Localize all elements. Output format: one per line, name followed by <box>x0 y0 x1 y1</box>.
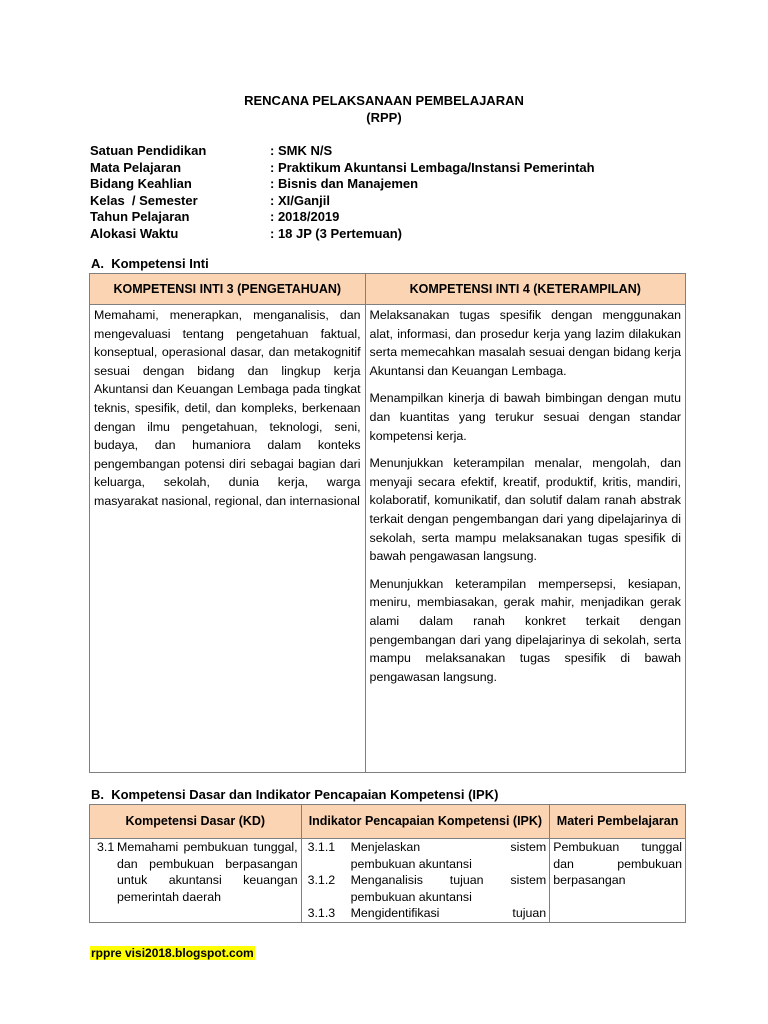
ipk-line: Menjelaskan sistem <box>350 840 547 854</box>
section-b-heading: B. Kompetensi Dasar dan Indikator Pencapaian Kompetensi (IPK) <box>91 787 499 802</box>
ki3-header: KOMPETENSI INTI 3 (PENGETAHUAN) <box>90 274 366 305</box>
meta-label: Tahun Pelajaran <box>90 209 190 224</box>
ipk-line: pembukuan akuntansi <box>350 889 472 904</box>
ki3-cell <box>90 305 366 773</box>
meta-label: Mata Pelajaran <box>90 159 182 175</box>
meta-label: Kelas / Semester <box>90 192 198 208</box>
ipk-line: Menganalisis tujuan sistem <box>350 873 547 887</box>
ipk-header: Indikator Pencapaian Kompetensi (IPK) <box>301 805 550 839</box>
ipk-row <box>305 889 547 906</box>
meta-label: Bidang Keahlian <box>90 176 192 191</box>
ipk-number: 3.1.2 <box>307 873 336 887</box>
ki3-text: Memahami, menerapkan, menganalisis, dan mengevaluasi tentang pengetahuan faktual, konseptual, operasional dasar, dan metakognitif sesuai dengan bidang dan lingkup kerja Akuntansi dan Keuangan Lembaga pada tingkat teknis, spesifik, detil, dan kompleks, berkenaan dengan ilmu pengetahuan, teknologi, seni, budaya, dan humaniora dalam konteks pengembangan potensi diri sebagai bagian dari keluarga, sekolah, dunia kerja, warga masyarakat nasional, regional, dan internasional <box>94 308 361 508</box>
kd-text: Memahami pembukuan tunggal, dan pembukuan berpasangan untuk akuntansi keuangan pemerintah daerah <box>117 840 298 904</box>
document-subtitle: (RPP) <box>366 110 402 125</box>
kompetensi-dasar-table <box>89 804 686 923</box>
meta-label: Alokasi Waktu <box>90 225 179 241</box>
ipk-number: 3.1.1 <box>307 840 336 854</box>
ipk-row <box>305 872 547 889</box>
document-title: RENCANA PELAKSANAAN PEMBELAJARAN <box>244 93 524 108</box>
kd-item <box>93 839 298 905</box>
meta-value: : 18 JP (3 Pertemuan) <box>270 225 402 241</box>
materi-cell <box>550 839 686 923</box>
kd-header: Kompetensi Dasar (KD) <box>90 805 302 839</box>
kd-cell <box>90 839 302 923</box>
meta-value: : Praktikum Akuntansi Lembaga/Instansi Pemerintah <box>270 159 595 175</box>
meta-label: Satuan Pendidikan <box>90 143 207 158</box>
meta-value: : 2018/2019 <box>270 209 340 224</box>
meta-value: : XI/Ganjil <box>270 192 330 208</box>
materi-text: Pembukuan tunggal dan pembukuan berpasangan <box>553 840 682 887</box>
meta-value: : Bisnis dan Manajemen <box>270 176 419 191</box>
meta-value: : SMK N/S <box>270 143 333 158</box>
ipk-row <box>305 839 547 856</box>
kompetensi-inti-table <box>89 273 686 773</box>
ki4-cell <box>365 305 685 773</box>
ipk-line: Mengidentifikasi tujuan <box>350 906 547 920</box>
section-a-heading: A. Kompetensi Inti <box>91 256 209 271</box>
materi-header: Materi Pembelajaran <box>550 805 686 839</box>
blog-url[interactable]: rppre visi2018.blogspot.com <box>91 946 254 960</box>
ki4-paragraph: Melaksanakan tugas spesifik dengan menggunakan alat, informasi, dan prosedur kerja yang lazim dilakukan serta memecahkan masalah sesuai dengan bidang kerja Akuntansi dan Keuangan Lembaga. <box>369 308 681 378</box>
ipk-line: pembukuan akuntansi <box>350 856 472 871</box>
ki4-paragraph: Menampilkan kinerja di bawah bimbingan dengan mutu dan kuantitas yang terukur sesuai dengan standar kompetensi kerja. <box>369 391 681 443</box>
kd-number: 3.1 <box>97 840 115 854</box>
ipk-cell <box>301 839 550 923</box>
ki4-paragraph: Menunjukkan keterampilan mempersepsi, kesiapan, meniru, membiasakan, gerak mahir, menjadikan gerak alami dalam ranah konkret terkait dengan pengembangan dari yang dipelajarinya di sekolah, serta mampu melaksanakan tugas spesifik di bawah pengawasan langsung. <box>369 576 681 684</box>
ki4-header: KOMPETENSI INTI 4 (KETERAMPILAN) <box>365 274 685 305</box>
ki4-paragraph: Menunjukkan keterampilan menalar, mengolah, dan menyaji secara efektif, kreatif, produktif, kritis, mandiri, kolaboratif, komunikatif, dan solutif dalam ranah abstrak terkait dengan pengembangan dari yang dipelajarinya di sekolah, serta mampu melaksanakan tugas spesifik di bawah pengawasan langsung. <box>369 456 681 564</box>
ipk-row <box>305 856 547 873</box>
ipk-number: 3.1.3 <box>307 906 336 920</box>
ipk-row <box>305 905 547 922</box>
